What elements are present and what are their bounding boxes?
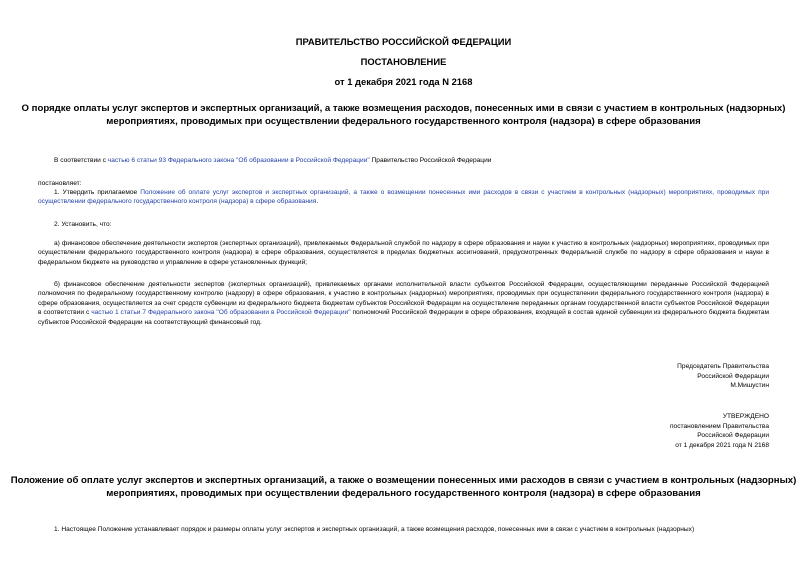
item-2b-text-after: полномочий Российской Федерации в сфере образования, входящей в состав единой субвенции из федерального бюджета бюджетам субъектов Российской Федерации на соответствующий финансовый год.	[38, 309, 769, 326]
decree-word: постановляет:	[38, 180, 82, 187]
preamble-text-after: Правительство Российской Федерации	[369, 157, 492, 164]
document-title-line-2: мероприятиях, проводимых при осуществлении федерального государственного контроля (надзора) в сфере образования	[106, 116, 701, 127]
preamble-text-before: В соответствии с	[54, 157, 108, 164]
approval-line-4: от 1 декабря 2021 года N 2168	[675, 441, 769, 449]
document-title-line-1: О порядке оплаты услуг экспертов и экспертных организаций, а также возмещения расходов, понесенных ими в связи с участием в контрольных (надзорных)	[21, 103, 786, 114]
item-1-text-before: 1. Утвердить прилагаемое	[54, 189, 141, 196]
law-link-article-93[interactable]: частью 6 статьи 93 Федерального закона "Об образовании в Российской Федерации"	[107, 157, 370, 164]
item-2: 2. Установить, что:	[54, 221, 112, 228]
government-name: ПРАВИТЕЛЬСТВО РОССИЙСКОЙ ФЕДЕРАЦИИ	[295, 36, 512, 47]
approval-block	[670, 412, 769, 450]
approval-heading: УТВЕРЖДЕНО	[722, 413, 769, 420]
approval-line-2: постановлением Правительства	[669, 422, 769, 430]
item-2b	[38, 280, 769, 327]
item-1	[38, 188, 769, 207]
item-1-text-after: .	[316, 198, 319, 206]
item-2b-text-before: б) финансовое обеспечение деятельности экспертов (экспертных организаций), привлекаемых органами исполнительной власти субъектов Российской Федерации, осуществляющими переданные Российской Федерацией полномочия по федеральному государственному контролю (надзору) в сфере образования, к участию в контрольных (надзорных) мероприятиях, проводимых при осуществлении федерального государственного контроля (надзора) в сфере образования, осуществляется за счет средств субвенции из федерального бюджета бюджетам субъектов Российской Федерации на осуществление переданных органам государственной власти субъектов Российской Федерации в соответствии с	[38, 281, 769, 317]
regulation-item-1: 1. Настоящее Положение устанавливает порядок и размеры оплаты услуг экспертов и экспертных организаций, а также возмещения расходов, понесенных ими в связи с участием в контрольных (надзорных)	[54, 526, 695, 533]
document-date-number: от 1 декабря 2021 года N 2168	[334, 76, 473, 87]
regulation-link[interactable]: Положение об оплате услуг экспертов и экспертных организаций, а также о возмещении понесенных ими расходов в связи с участием в контрольных (надзорных) мероприятиях, проводимых при осуществлении федерального государственного контроля (надзора) в сфере образования	[38, 189, 769, 206]
signature-name: М.Мишустин	[730, 382, 769, 389]
regulation-title-line-2: мероприятиях, проводимых при осуществлении федерального государственного контроля (надзора) в сфере образования	[106, 488, 701, 499]
signature-block	[677, 362, 769, 391]
signature-country: Российской Федерации	[697, 372, 769, 380]
preamble	[54, 156, 491, 165]
law-link-article-7[interactable]: частью 1 статьи 7 Федерального закона "Об образовании в Российской Федерации"	[91, 309, 351, 317]
item-2a: а) финансовое обеспечение деятельности экспертов (экспертных организаций), привлекаемых Федеральной службой по надзору в сфере образования и науки к участию в контрольных (надзорных) мероприятиях, проводимых при осуществлении федерального государственного контроля (надзора) в сфере образования, осуществляется в пределах бюджетных ассигнований, предусмотренных Федеральной службе по надзору в сфере образования и науки в федеральном бюджете на руководство и управление в сфере установленных функций;	[38, 240, 769, 266]
regulation-title-line-1: Положение об оплате услуг экспертов и экспертных организаций, а также о возмещении понесенных ими расходов в связи с участием в контрольных (надзорных)	[10, 475, 797, 486]
approval-line-3: Российской Федерации	[697, 432, 769, 439]
signature-position: Председатель Правительства	[677, 363, 769, 370]
document-type: ПОСТАНОВЛЕНИЕ	[360, 56, 447, 67]
